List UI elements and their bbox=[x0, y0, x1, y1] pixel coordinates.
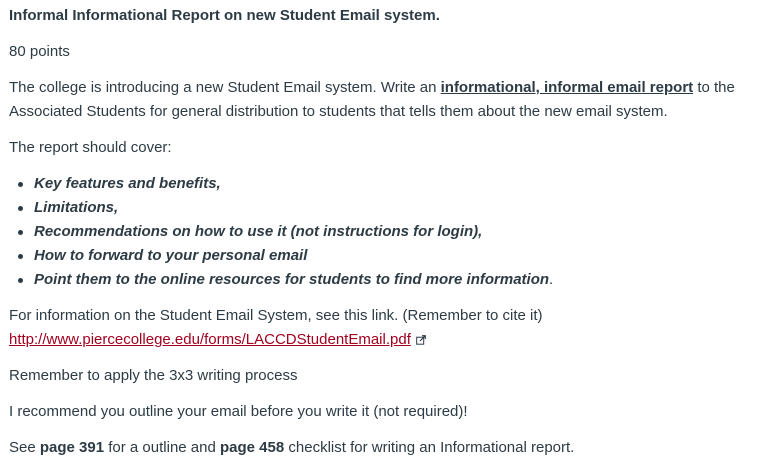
outline-line: I recommend you outline your email before you write it (not required)! bbox=[9, 403, 468, 420]
apply-line: Remember to apply the 3x3 writing process bbox=[9, 367, 298, 384]
cover-item-features: Key features and benefits, bbox=[34, 172, 553, 196]
cover-heading: The report should cover: bbox=[9, 139, 172, 156]
points-text: 80 points bbox=[9, 43, 70, 60]
url-line bbox=[9, 328, 426, 352]
see-middle: for a outline and bbox=[104, 439, 220, 456]
cover-item-recommendations: Recommendations on how to use it (not instructions for login), bbox=[34, 220, 553, 244]
cover-item-forward: How to forward to your personal email bbox=[34, 244, 553, 268]
assignment-title: Informal Informational Report on new Student Email system. bbox=[9, 7, 440, 24]
intro-paragraph-line-2: Associated Students for general distribution to students that tells them about the new email system. bbox=[9, 103, 668, 120]
page-458: page 458 bbox=[220, 439, 285, 456]
cover-item-limitations: Limitations, bbox=[34, 196, 553, 220]
intro-paragraph-line-1 bbox=[9, 76, 735, 100]
see-prefix: See bbox=[9, 439, 40, 456]
cover-item-resources: Point them to the online resources for students to find more information. bbox=[34, 268, 553, 292]
student-email-pdf-link[interactable]: http://www.piercecollege.edu/forms/LACCDStudentEmail.pdf bbox=[9, 331, 411, 348]
external-link-icon[interactable] bbox=[416, 335, 426, 345]
see-pages-line bbox=[9, 436, 574, 460]
cover-item-period: . bbox=[549, 271, 554, 288]
informational-report-link[interactable]: informational, informal email report bbox=[440, 79, 694, 96]
see-suffix: checklist for writing an Informational report. bbox=[284, 439, 575, 456]
intro-text-before: The college is introducing a new Student Email system. Write an bbox=[9, 79, 441, 96]
cover-list bbox=[0, 172, 553, 292]
info-line: For information on the Student Email System, see this link. (Remember to cite it) bbox=[9, 307, 543, 324]
intro-text-after: to the bbox=[693, 79, 735, 96]
page-391: page 391 bbox=[39, 439, 105, 456]
